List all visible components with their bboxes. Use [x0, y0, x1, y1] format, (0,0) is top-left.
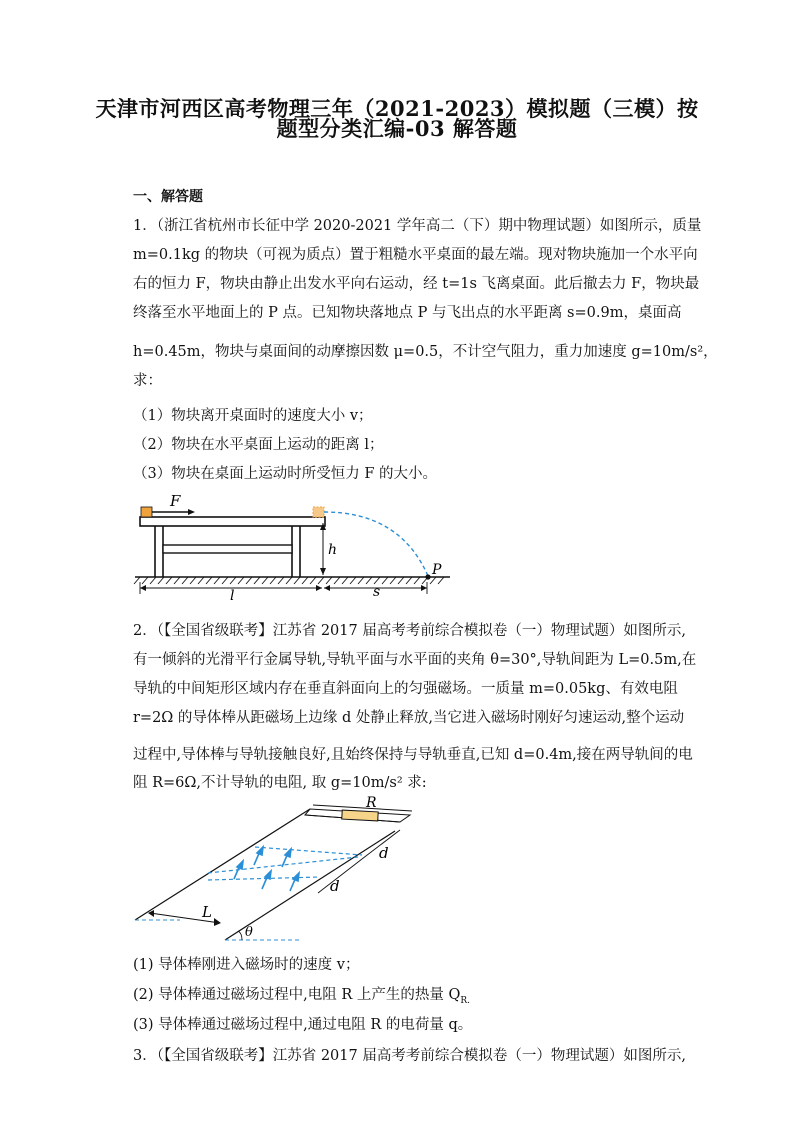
q1-line-4: 终落至水平地面上的 P 点。已知物块落地点 P 与飞出点的水平距离 s=0.9m，桌面高: [133, 305, 682, 321]
q2-line-2: 有一倾斜的光滑平行金属导轨,导轨平面与水平面的夹角 θ=30°,导轨间距为 L=0.5m,在: [133, 652, 697, 668]
block-edge: [313, 507, 324, 517]
q1-line-1: 1．（浙江省杭州市长征中学 2020-2021 学年高二（下）期中物理试题）如图所示，质量: [133, 218, 702, 234]
q2-figure: [130, 795, 420, 945]
q1-figure: [130, 490, 460, 602]
q2-sub-3: (3) 导体棒通过磁场过程中,通过电阻 R 的电荷量 q。: [133, 1017, 473, 1033]
q2-line-4: r=2Ω 的导体棒从距磁场上边缘 d 处静止释放,当它进入磁场时刚好匀速运动,整个运动: [133, 710, 685, 726]
resistor-R: [342, 810, 378, 821]
q2-line-3: 导轨的中间矩形区域内存在垂直斜面向上的匀强磁场。一质量 m=0.05kg、有效电阻: [133, 681, 678, 697]
trajectory: [324, 512, 428, 576]
q1-line-5: h=0.45m，物块与桌面间的动摩擦因数 μ=0.5，不计空气阻力，重力加速度 g=10m/s²，: [133, 344, 718, 360]
label-l: l: [230, 588, 235, 602]
q2-sub-2-text: (2) 导体棒通过磁场过程中,电阻 R 上产生的热量 Q: [133, 987, 461, 1003]
section-heading: 一、解答题: [133, 189, 203, 205]
q2-line-6: 阻 R=6Ω,不计导轨的电阻, 取 g=10m/s² 求:: [133, 775, 427, 791]
label-s: s: [373, 584, 381, 600]
label-h: h: [328, 542, 338, 558]
label-d-lower: d: [330, 877, 340, 895]
q1-sub-1: （1）物块离开桌面时的速度大小 v；: [133, 408, 373, 424]
label-L: L: [202, 903, 212, 921]
q1-line-2: m=0.1kg 的物块（可视为质点）置于粗糙水平桌面的最左端。现对物块施加一个水平向: [133, 247, 698, 263]
page-title-line-2: 题型分类汇编-03 解答题: [276, 116, 518, 141]
q3-line-1: 3．（【全国省级联考】江苏省 2017 届高考考前综合模拟卷（一）物理试题）如图所示,: [133, 1048, 686, 1064]
q1-line-3: 右的恒力 F，物块由静止出发水平向右运动，经 t=1s 飞离桌面。此后撤去力 F，物块最: [133, 276, 700, 292]
q2-sub-1: (1) 导体棒刚进入磁场时的速度 v；: [133, 957, 360, 973]
label-P: P: [432, 562, 442, 578]
label-F: F: [170, 492, 181, 510]
q2-sub-2: [133, 983, 470, 1006]
label-d-upper: d: [379, 844, 389, 862]
q2-line-5: 过程中,导体棒与导轨接触良好,且始终保持与导轨垂直,已知 d=0.4m,接在两导轨间的电: [133, 747, 693, 763]
landing-point: [425, 574, 430, 579]
page-title-line-1: 天津市河西区高考物理三年（2021-2023）模拟题（三模）按: [95, 96, 699, 121]
table-top: [140, 517, 325, 526]
q1-sub-3: （3）物块在桌面上运动时所受恒力 F 的大小。: [133, 466, 438, 482]
label-theta: θ: [245, 925, 253, 940]
label-R: R: [366, 795, 377, 811]
block-start: [141, 507, 152, 517]
q2-line-1: 2．（【全国省级联考】江苏省 2017 届高考考前综合模拟卷（一）物理试题）如图所示,: [133, 623, 686, 639]
q1-line-6: 求：: [133, 373, 162, 389]
q1-sub-2: （2）物块在水平桌面上运动的距离 l；: [133, 437, 384, 453]
q2-sub-2-subscript: R.: [460, 995, 471, 1006]
